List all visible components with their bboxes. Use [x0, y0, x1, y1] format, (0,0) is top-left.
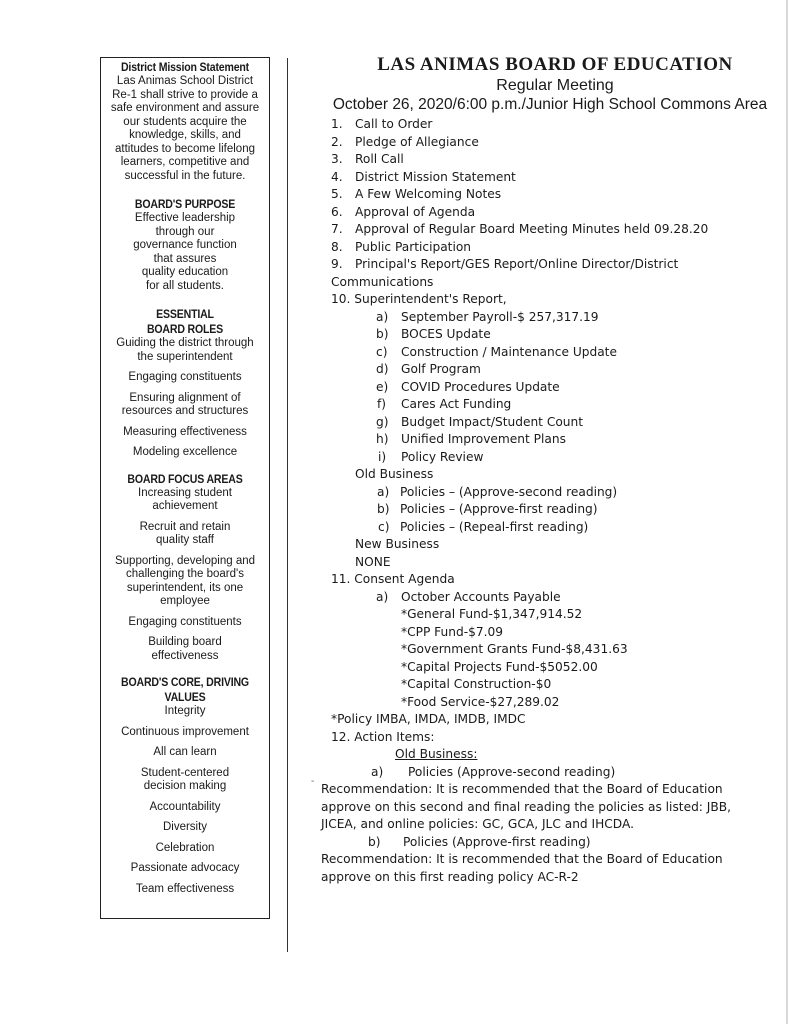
- action-old-business: [300, 746, 770, 764]
- sub-item-letter: a): [371, 764, 384, 779]
- sub-item-letter: b): [368, 834, 381, 849]
- values-item: All can learn: [153, 746, 217, 758]
- new-business-heading: [300, 536, 770, 554]
- focus-item: Engaging constituents: [128, 615, 242, 628]
- item-number: 4.: [331, 169, 343, 184]
- fund-line: [300, 694, 770, 712]
- values-item: Team effectiveness: [135, 882, 235, 895]
- sub-item-text: Budget Impact/Student Count: [401, 414, 584, 429]
- recommendation-line: JICEA, and online policies: GC, GCA, JLC and IHCDA.: [321, 817, 634, 831]
- mission-line: Las Animas School District: [116, 75, 254, 87]
- agenda-item: [300, 204, 770, 222]
- new-business-value: [300, 554, 770, 572]
- agenda-item: [300, 729, 770, 747]
- item-number: 5.: [331, 187, 343, 201]
- sub-item-text: Cares Act Funding: [401, 397, 512, 411]
- values-item: Celebration: [155, 841, 215, 854]
- fund-line: [300, 676, 770, 694]
- values-line: Student-centered: [140, 766, 230, 779]
- sub-item-letter: h): [376, 432, 389, 446]
- meeting-type: Regular Meeting: [496, 77, 614, 94]
- section-label: Old Business:: [395, 747, 478, 761]
- sub-item-letter: a): [376, 589, 389, 604]
- agenda-item: [300, 151, 770, 169]
- action-item: [300, 834, 770, 852]
- agenda-item: [300, 169, 770, 187]
- section-label: New Business: [355, 537, 440, 551]
- agenda-item: [300, 291, 770, 309]
- agenda-list: [300, 116, 770, 781]
- sub-item-letter: i): [378, 449, 387, 464]
- margin-mark: -: [311, 776, 315, 787]
- values-item: [105, 767, 265, 794]
- values-item: Accountability: [149, 800, 221, 813]
- item-text: Communications: [331, 274, 434, 289]
- sub-item-text: Policies (Approve-second reading): [408, 764, 616, 779]
- purpose-heading: BOARD'S PURPOSE: [134, 197, 236, 211]
- item-text: Call to Order: [355, 117, 433, 131]
- mission-line: attitudes to become lifelong: [114, 142, 255, 155]
- sub-item-letter: b): [377, 502, 390, 516]
- section-value: NONE: [355, 554, 391, 569]
- focus-heading: BOARD FOCUS AREAS: [127, 471, 243, 486]
- focus-line: employee: [160, 595, 210, 607]
- old-business-heading: [300, 466, 770, 484]
- focus-line: effectiveness: [151, 649, 219, 662]
- focus-line: Increasing student: [138, 486, 232, 499]
- roles-heading-2: BOARD ROLES: [146, 322, 224, 336]
- roles-item: Modeling excellence: [132, 446, 238, 458]
- sub-item: [300, 344, 770, 362]
- sub-item-letter: f): [377, 397, 387, 411]
- sub-item: [300, 379, 770, 397]
- fund-line: [300, 606, 770, 624]
- purpose-line: quality education: [141, 266, 229, 278]
- values-heading-2: VALUES: [164, 690, 206, 704]
- sub-item-text: Construction / Maintenance Update: [401, 344, 617, 359]
- mission-line: successful in the future.: [124, 169, 246, 182]
- mission-line: learners, competitive and: [120, 156, 250, 168]
- fund-line: [300, 659, 770, 677]
- sub-item: [300, 431, 770, 449]
- values-line: decision making: [143, 780, 227, 792]
- sub-item: [300, 396, 770, 414]
- purpose-line: Effective leadership: [134, 212, 236, 224]
- fund-text: *CPP Fund-$7.09: [401, 624, 503, 639]
- fund-text: *General Fund-$1,347,914.52: [401, 607, 583, 621]
- agenda-item: [300, 221, 770, 239]
- focus-line: quality staff: [156, 534, 214, 546]
- sub-item-letter: b): [376, 327, 389, 341]
- fund-text: *Food Service-$27,289.02: [401, 694, 560, 709]
- mission-line: knowledge, skills, and: [129, 129, 241, 141]
- sub-item-text: BOCES Update: [401, 327, 491, 341]
- fund-text: *Capital Construction-$0: [401, 677, 552, 691]
- mission-text: [105, 75, 265, 183]
- values-item: Integrity: [164, 705, 206, 717]
- focus-line: challenging the board's: [126, 568, 244, 580]
- values-item: Diversity: [162, 821, 208, 833]
- purpose-line: that assures: [153, 252, 217, 265]
- sub-item-letter: d): [376, 362, 389, 376]
- focus-item: [105, 487, 265, 514]
- policy-text: *Policy IMBA, IMDA, IMDB, IMDC: [331, 712, 526, 726]
- mission-line: our students acquire the: [123, 115, 247, 128]
- sub-item: [300, 589, 770, 607]
- item-text: Principal's Report/GES Report/Online Director/District: [355, 257, 679, 271]
- item-number: 2.: [331, 134, 343, 149]
- item-text: 12. Action Items:: [331, 729, 435, 744]
- roles-item: [105, 337, 265, 364]
- item-text: A Few Welcoming Notes: [355, 187, 502, 201]
- meeting-dateline: October 26, 2020/6:00 p.m./Junior High School Commons Area: [332, 96, 768, 113]
- sub-item: [300, 449, 770, 467]
- focus-line: achievement: [152, 500, 218, 512]
- sub-item-text: Policies – (Repeal-first reading): [400, 519, 589, 534]
- item-text: 10. Superintendent's Report,: [331, 292, 507, 306]
- focus-item: [105, 555, 265, 609]
- item-text: District Mission Statement: [355, 169, 516, 184]
- values-heading: BOARD'S CORE, DRIVING: [121, 675, 249, 689]
- agenda-column: [300, 54, 770, 886]
- focus-item: [105, 521, 265, 548]
- purpose-line: for all students.: [146, 279, 224, 292]
- roles-line: the superintendent: [137, 350, 233, 363]
- roles-line: Ensuring alignment of: [129, 391, 241, 404]
- item-number: 7.: [331, 222, 343, 236]
- sub-item-letter: e): [376, 379, 389, 394]
- focus-item: [105, 636, 265, 663]
- values-item: Continuous improvement: [121, 725, 249, 738]
- sidebar-box: [100, 57, 270, 919]
- item-number: 1.: [331, 117, 343, 131]
- item-number: 6.: [331, 204, 343, 219]
- sub-item-text: October Accounts Payable: [401, 589, 561, 604]
- roles-line: Guiding the district through: [116, 337, 254, 349]
- sub-item: [300, 484, 770, 502]
- sub-item-letter: a): [377, 484, 390, 499]
- recommendation-line: Recommendation: It is recommended that the Board of Education: [321, 852, 723, 866]
- recommendation-line: approve on this first reading policy AC-R-2: [321, 869, 579, 884]
- agenda-item: [300, 239, 770, 257]
- item-text: Approval of Agenda: [355, 204, 476, 219]
- sub-item-text: September Payroll-$ 257,317.19: [401, 309, 599, 324]
- page-edge-shadow: [786, 0, 788, 1024]
- sub-item: [300, 309, 770, 327]
- item-text: Roll Call: [355, 152, 404, 166]
- focus-line: Recruit and retain: [139, 520, 231, 533]
- agenda-item: [300, 186, 770, 204]
- sub-item-text: Unified Improvement Plans: [401, 432, 566, 446]
- purpose-line: through our: [155, 225, 215, 238]
- item-number: 3.: [331, 152, 343, 166]
- fund-line: [300, 624, 770, 642]
- sub-item-letter: c): [378, 519, 390, 534]
- item-number: 9.: [331, 257, 343, 271]
- policy-line: [300, 711, 770, 729]
- fund-text: *Government Grants Fund-$8,431.63: [401, 642, 628, 656]
- sub-item: [300, 361, 770, 379]
- purpose-text: [105, 212, 265, 293]
- action-list-b: [300, 834, 770, 852]
- item-text: Pledge of Allegiance: [355, 134, 479, 149]
- agenda-item: [300, 134, 770, 152]
- recommendation-b: [321, 851, 770, 886]
- focus-line: Supporting, developing and: [114, 554, 256, 567]
- focus-line: Building board: [148, 636, 222, 648]
- item-number: 8.: [331, 239, 343, 254]
- fund-text: *Capital Projects Fund-$5052.00: [401, 659, 598, 674]
- agenda-item-continuation: [300, 274, 770, 292]
- roles-heading: ESSENTIAL: [156, 307, 214, 321]
- sub-item-text: Policy Review: [401, 449, 484, 464]
- sub-item-text: Policies – (Approve-second reading): [400, 484, 618, 499]
- sub-item-text: Policies – (Approve-first reading): [400, 502, 598, 516]
- roles-item: Measuring effectiveness: [123, 425, 247, 438]
- item-text: Approval of Regular Board Meeting Minutes held 09.28.20: [355, 222, 709, 236]
- values-item: Passionate advocacy: [130, 862, 240, 874]
- roles-line: resources and structures: [121, 405, 249, 417]
- sub-item-text: Policies (Approve-first reading): [403, 834, 591, 849]
- recommendation-line: approve on this second and final reading the policies as listed: JBB,: [321, 799, 731, 814]
- agenda-item: [300, 571, 770, 589]
- recommendation-line: Recommendation: It is recommended that the Board of Education: [321, 782, 723, 796]
- sub-item: [300, 326, 770, 344]
- item-text: 11. Consent Agenda: [331, 572, 455, 586]
- action-item: [300, 764, 770, 782]
- page-title: LAS ANIMAS BOARD OF EDUCATION: [377, 54, 733, 75]
- sub-item-text: Golf Program: [401, 362, 481, 376]
- column-divider: [287, 58, 288, 952]
- purpose-line: governance function: [133, 239, 237, 251]
- item-text: Public Participation: [355, 239, 472, 254]
- recommendation-a: [321, 781, 770, 834]
- sub-item: [300, 414, 770, 432]
- focus-line: superintendent, its one: [126, 581, 244, 594]
- sub-item-letter: a): [376, 309, 389, 324]
- roles-item: [105, 392, 265, 419]
- mission-line: safe environment and assure: [110, 102, 260, 114]
- mission-line: Re-1 shall strive to provide a: [112, 88, 258, 101]
- roles-item: Engaging constituents: [128, 371, 242, 383]
- sub-item-letter: g): [376, 414, 389, 429]
- agenda-item: [300, 256, 770, 274]
- agenda-item: [300, 116, 770, 134]
- sub-item-letter: c): [376, 344, 388, 359]
- sub-item: [300, 519, 770, 537]
- mission-heading: District Mission Statement: [120, 60, 250, 74]
- section-label: Old Business: [355, 467, 434, 481]
- sub-item-text: COVID Procedures Update: [401, 379, 560, 394]
- fund-line: [300, 641, 770, 659]
- sub-item: [300, 501, 770, 519]
